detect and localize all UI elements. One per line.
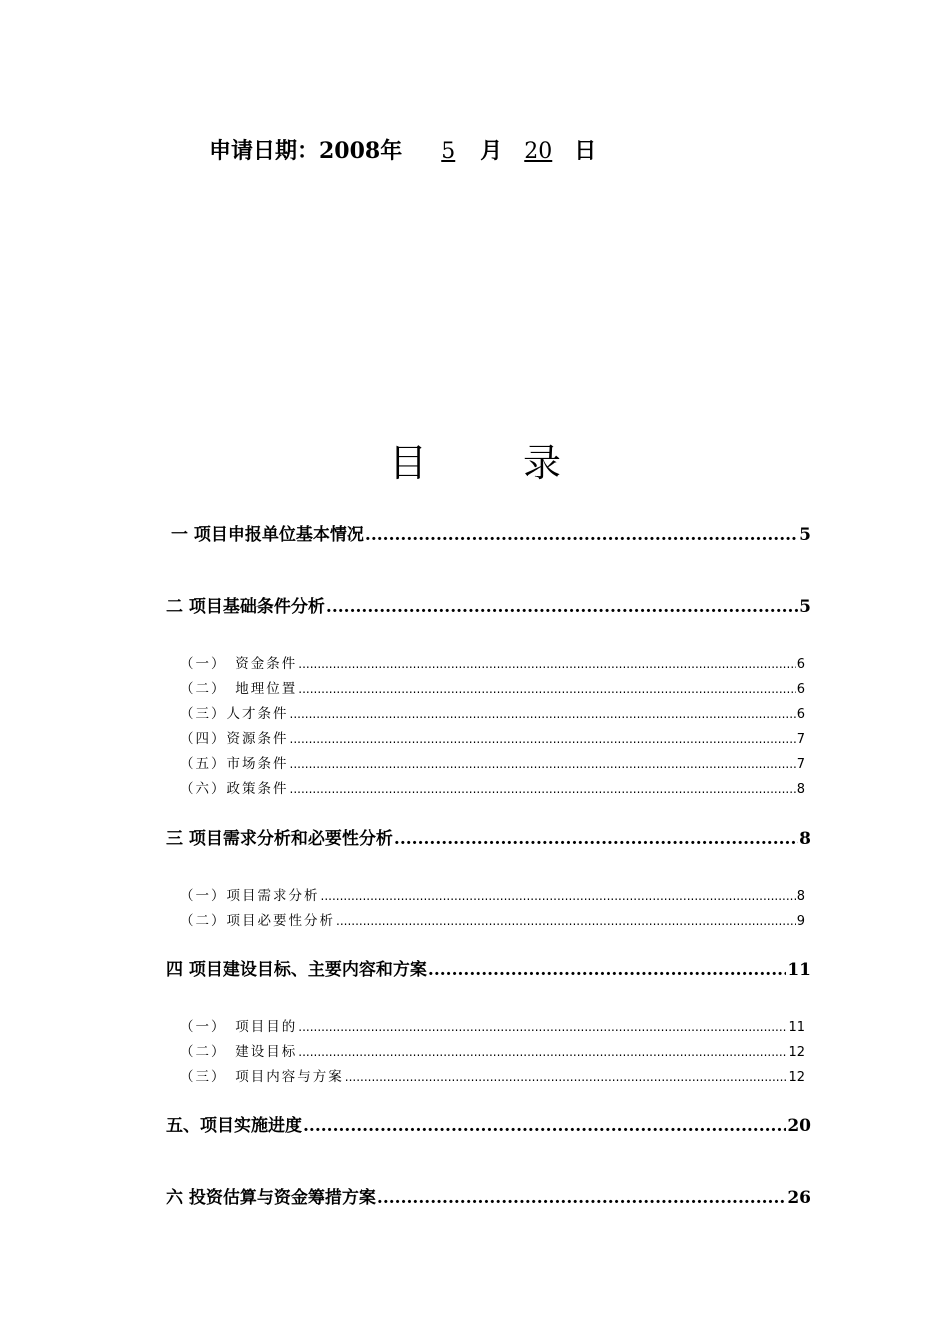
toc-item-label: （五）市场条件: [180, 756, 289, 772]
toc-page-number: 6: [796, 682, 805, 697]
toc-page-number: 12: [788, 1070, 805, 1085]
toc-leader-dots: [394, 829, 798, 849]
toc-leader-dots: [290, 707, 796, 721]
toc-item-2-4[interactable]: [180, 727, 805, 747]
date-day-label: 日: [574, 138, 597, 164]
date-month-label: 月: [480, 138, 503, 164]
application-date-line: [209, 134, 596, 165]
toc-section-6[interactable]: [166, 1183, 811, 1208]
toc-leader-dots: [290, 782, 796, 796]
toc-page-number: 5: [799, 525, 811, 545]
toc-item-label: （三）人才条件: [180, 706, 289, 722]
toc-item-label: （一） 项目目的: [180, 1019, 298, 1035]
toc-section-4[interactable]: [166, 955, 811, 980]
toc-page-number: 20: [787, 1116, 811, 1136]
toc-section-1[interactable]: [171, 520, 811, 545]
date-month-field: [416, 139, 480, 164]
toc-item-3-1[interactable]: [180, 884, 805, 904]
date-month-value: 5: [441, 139, 456, 164]
toc-leader-dots: [326, 597, 798, 617]
toc-section-2[interactable]: [166, 592, 811, 617]
toc-section-label: 一 项目申报单位基本情况: [171, 525, 364, 545]
toc-leader-dots: [345, 1070, 788, 1084]
toc-leader-dots: [298, 1045, 787, 1059]
toc-page-number: 8: [799, 829, 811, 849]
toc-item-label: （一）项目需求分析: [180, 888, 320, 904]
toc-page-number: 26: [787, 1188, 811, 1208]
toc-leader-dots: [290, 732, 796, 746]
toc-section-label: 三 项目需求分析和必要性分析: [166, 829, 393, 849]
toc-item-4-3[interactable]: [180, 1065, 805, 1085]
toc-page-number: 7: [796, 732, 805, 747]
toc-page-number: 11: [787, 960, 811, 980]
toc-item-2-2[interactable]: [180, 677, 805, 697]
toc-page-number: 6: [796, 707, 805, 722]
toc-item-label: （六）政策条件: [180, 781, 289, 797]
toc-leader-dots: [303, 1116, 786, 1136]
toc-item-2-6[interactable]: [180, 777, 805, 797]
toc-leader-dots: [365, 525, 798, 545]
toc-section-label: 二 项目基础条件分析: [166, 597, 325, 617]
toc-page-number: 6: [796, 657, 805, 672]
toc-leader-dots: [336, 914, 796, 928]
toc-title: 目 录: [388, 441, 604, 485]
toc-section-5[interactable]: [166, 1111, 811, 1136]
date-label: 申请日期：2008年: [209, 138, 403, 164]
toc-section-label: 四 项目建设目标、主要内容和方案: [166, 960, 427, 980]
toc-page-number: 9: [796, 914, 805, 929]
toc-section-label: 五、项目实施进度: [166, 1116, 302, 1136]
toc-page-number: 8: [796, 889, 805, 904]
toc-item-4-2[interactable]: [180, 1040, 805, 1060]
toc-page-number: 8: [796, 782, 805, 797]
toc-item-label: （三） 项目内容与方案: [180, 1069, 344, 1085]
toc-item-2-3[interactable]: [180, 702, 805, 722]
toc-page-number: 7: [796, 757, 805, 772]
toc-leader-dots: [290, 757, 796, 771]
date-day-value: 20: [524, 139, 553, 164]
toc-leader-dots: [298, 657, 795, 671]
toc-leader-dots: [321, 889, 796, 903]
toc-item-4-1[interactable]: [180, 1015, 805, 1035]
toc-item-label: （二） 地理位置: [180, 681, 298, 697]
toc-section-3[interactable]: [166, 824, 811, 849]
toc-leader-dots: [428, 960, 786, 980]
toc-leader-dots: [298, 1020, 787, 1034]
toc-item-2-5[interactable]: [180, 752, 805, 772]
toc-leader-dots: [377, 1188, 786, 1208]
toc-page-number: 11: [788, 1020, 805, 1035]
toc-leader-dots: [298, 682, 795, 696]
toc-page-number: 12: [788, 1045, 805, 1060]
toc-item-3-2[interactable]: [180, 909, 805, 929]
date-day-field: [502, 139, 574, 164]
toc-item-label: （四）资源条件: [180, 731, 289, 747]
toc-page-number: 5: [799, 597, 811, 617]
toc-section-label: 六 投资估算与资金筹措方案: [166, 1188, 376, 1208]
toc-item-label: （一） 资金条件: [180, 656, 298, 672]
toc-item-label: （二） 建设目标: [180, 1044, 298, 1060]
toc-item-label: （二）项目必要性分析: [180, 913, 335, 929]
toc-item-2-1[interactable]: [180, 652, 805, 672]
